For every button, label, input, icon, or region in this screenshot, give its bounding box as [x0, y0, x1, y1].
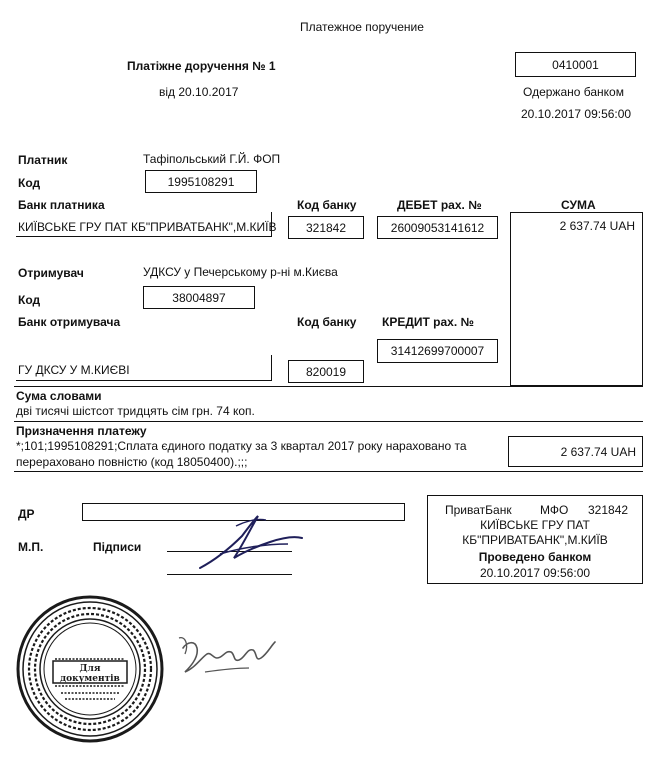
bank-stamp-mfo-label: МФО	[540, 503, 569, 517]
payer-code: 1995108291	[167, 175, 235, 189]
bank-stamp-line-3: КБ"ПРИВАТБАНК",М.КИЇВ	[462, 533, 608, 547]
bank-stamp	[427, 495, 643, 584]
recipient-bank-label: Банк отримувача	[18, 315, 121, 329]
recipient-name: УДКСУ у Печерському р-ні м.Києва	[143, 265, 338, 279]
document-title: Платіжне доручення № 1	[127, 59, 276, 73]
bank-stamp-mfo: 321842	[588, 503, 629, 517]
recipient-bank-divider	[271, 355, 272, 381]
recipient-code: 38004897	[172, 291, 226, 305]
debit-account: 26009053141612	[390, 221, 485, 235]
recipient-bank-code: 820019	[305, 365, 347, 379]
purpose-label: Призначення платежу	[16, 424, 147, 438]
sum-box	[510, 212, 643, 386]
handwritten-signature-icon	[175, 628, 285, 688]
payer-code-box	[145, 170, 257, 193]
purpose-line-1: *;101;1995108291;Сплата єдиного податку за 3 квартал 2017 року нараховано та	[16, 439, 467, 453]
purpose-sum-box	[508, 436, 643, 467]
bank-stamp-bank: ПриватБанк	[445, 503, 512, 517]
dr-label: ДР	[18, 507, 35, 521]
debit-label: ДЕБЕТ рах. №	[397, 198, 482, 212]
received-label: Одержано банком	[523, 85, 624, 99]
recipient-bank-underline	[16, 380, 271, 381]
seal-center-line-1: Для	[79, 664, 101, 674]
purpose-line-2: перераховано повністю (код 18050400).;;;	[16, 455, 248, 469]
amount-words-label: Сума словами	[16, 389, 102, 403]
purpose-sum: 2 637.74 UAH	[560, 445, 636, 459]
form-title: Платежное поручение	[300, 20, 424, 34]
round-seal-icon	[15, 593, 165, 745]
seal-center-line-2: документів	[60, 674, 120, 684]
payer-bank-name: КИЇВСЬКЕ ГРУ ПАТ КБ"ПРИВАТБАНК",М.КИЇВ	[18, 220, 277, 234]
bank-stamp-datetime: 20.10.2017 09:56:00	[479, 566, 591, 580]
bank-stamp-status: Проведено банком	[478, 550, 592, 564]
mp-label: М.П.	[18, 540, 44, 554]
payer-bank-underline	[16, 236, 271, 237]
director-signature-icon	[170, 508, 320, 578]
document-date: від 20.10.2017	[159, 85, 239, 99]
payer-code-label: Код	[18, 176, 41, 190]
purpose-bottom-line	[14, 471, 643, 472]
payer-label: Платник	[18, 153, 68, 167]
credit-account: 31412699700007	[390, 344, 485, 358]
recipient-bank-code-label: Код банку	[297, 315, 357, 329]
form-code-box	[515, 52, 636, 77]
bank-stamp-line-2: КИЇВСЬКЕ ГРУ ПАТ	[480, 518, 590, 532]
recipient-bank-name: ГУ ДКСУ У М.КИЄВІ	[18, 363, 130, 377]
recipient-bank-code-box	[288, 360, 364, 383]
amount-words-text: дві тисячі шістсот тридцять сім грн. 74 коп.	[16, 404, 255, 418]
received-datetime: 20.10.2017 09:56:00	[521, 107, 632, 121]
recipient-code-label: Код	[18, 293, 41, 307]
form-code: 0410001	[552, 58, 599, 72]
credit-label: КРЕДИТ рах. №	[382, 315, 474, 329]
sum-label: СУМА	[561, 198, 596, 212]
debit-account-box	[377, 216, 498, 239]
amount-words-bottom-line	[14, 421, 643, 422]
payer-bank-code-label: Код банку	[297, 198, 357, 212]
credit-account-box	[377, 339, 498, 363]
payer-bank-divider	[271, 212, 272, 237]
recipient-label: Отримувач	[18, 266, 84, 280]
sum-value: 2 637.74 UAH	[559, 219, 635, 233]
payer-bank-code: 321842	[305, 221, 347, 235]
payer-bank-label: Банк платника	[18, 198, 105, 212]
payer-bank-code-box	[288, 216, 364, 239]
signatures-label: Підписи	[93, 540, 142, 554]
recipient-code-box	[143, 286, 255, 309]
amount-words-top-line	[14, 386, 643, 387]
payer-name: Тафіпольський Г.Й. ФОП	[143, 152, 281, 166]
